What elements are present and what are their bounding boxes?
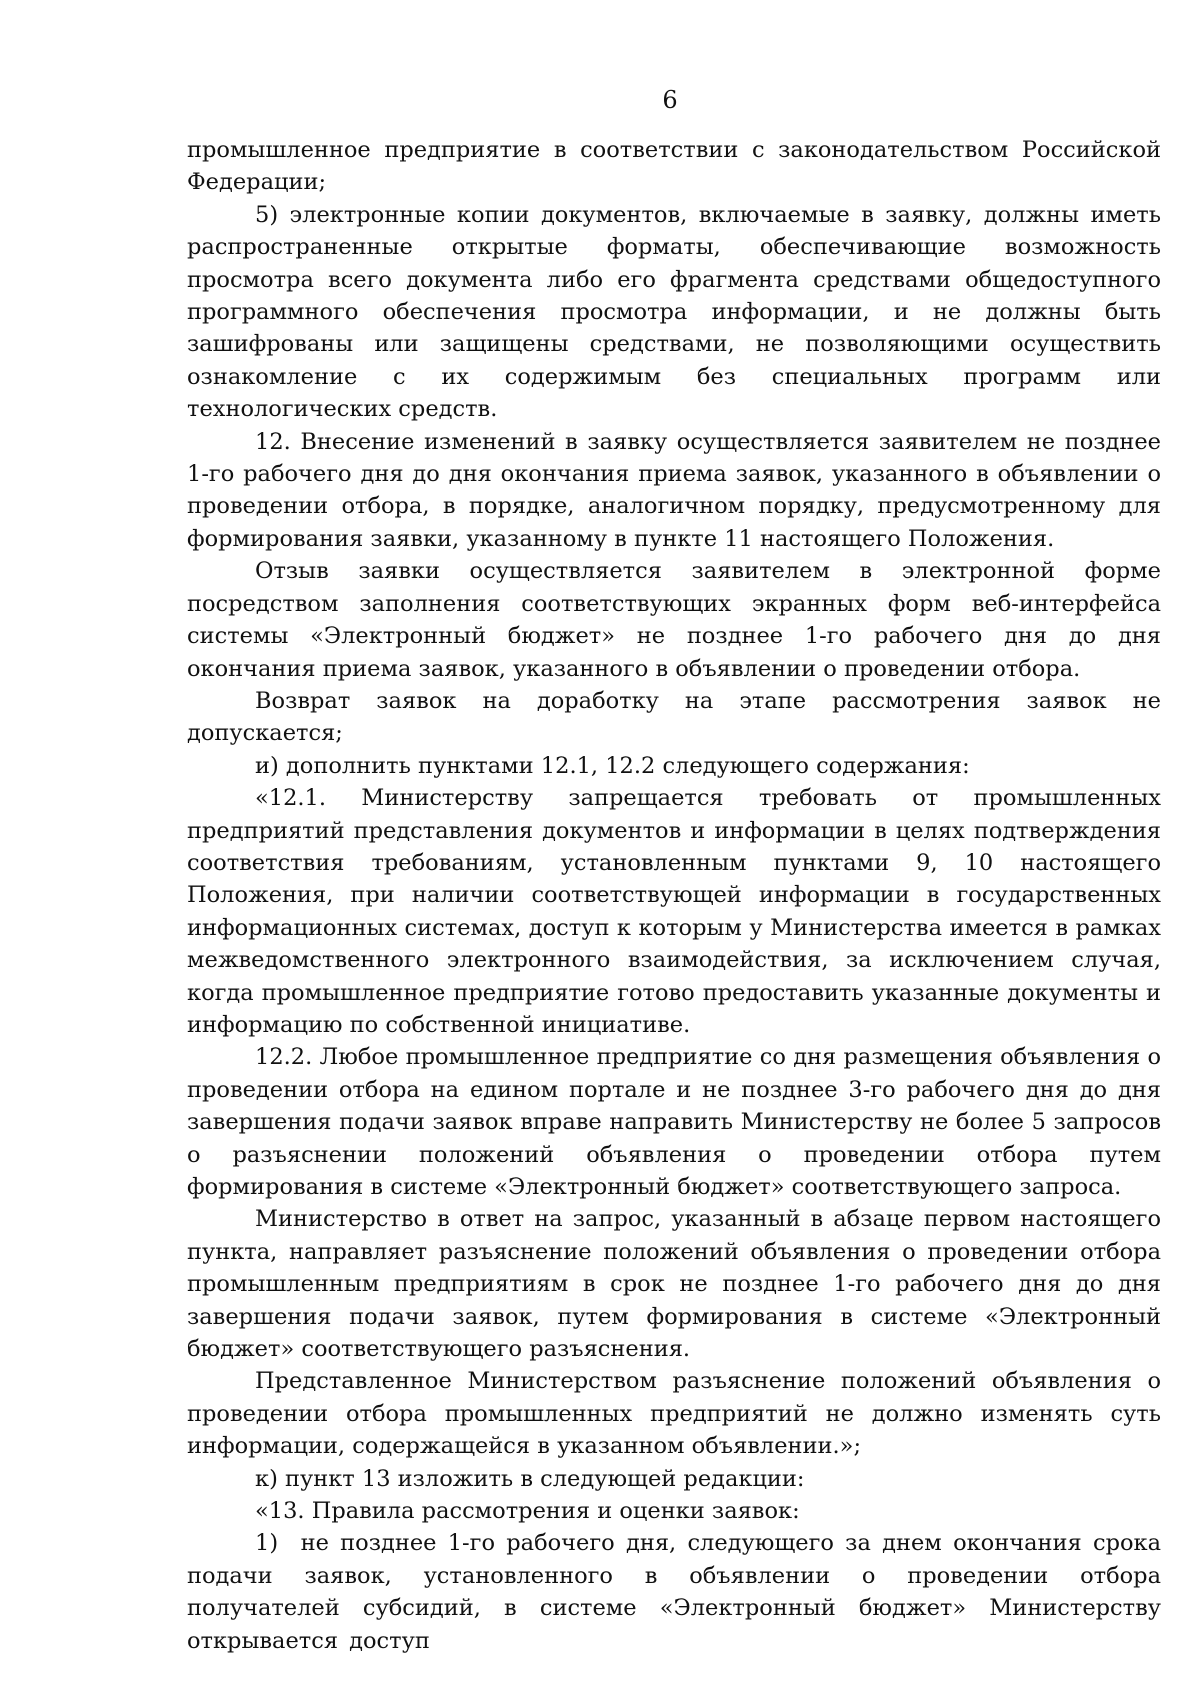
paragraph: Возврат заявок на доработку на этапе рассмотрения заявок не допускается; — [187, 687, 1161, 747]
paragraph: 12. Внесение изменений в заявку осуществляется заявителем не позднее 1-го рабочего дня до дня окончания приема заявок, указанного в объявлении о проведении отбора, в порядке, аналогичном порядку, предусмотренному для формирования заявки, указанному в пункте 11 настоящего Положения. — [187, 428, 1161, 552]
document-body — [187, 134, 1161, 1657]
paragraph: Отзыв заявки осуществляется заявителем в электронной форме посредством заполнения соответствующих экранных форм веб-интерфейса системы «Электронный бюджет» не позднее 1-го рабочего дня до дня окончания приема заявок, указанного в объявлении о проведении отбора. — [187, 558, 1161, 682]
paragraph: «13. Правила рассмотрения и оценки заявок: — [255, 1498, 800, 1525]
paragraph: Министерство в ответ на запрос, указанный в абзаце первом настоящего пункта, направляет разъяснение положений объявления о проведении отбора промышленным предприятиям в срок не позднее 1-го рабочего дня до дня завершения подачи заявок, путем формирования в системе «Электронный бюджет» соответствующего разъяснения. — [187, 1206, 1161, 1363]
paragraph: «12.1. Министерству запрещается требовать от промышленных предприятий представления документов и информации в целях подтверждения соответствия требованиям, установленным пунктами 9, 10 настоящего Положения, при наличии соответствующей информации в государственных информационных системах, доступ к которым у Министерства имеется в рамках межведомственного электронного взаимодействия, за исключением случая, когда промышленное предприятие готово предоставить указанные документы и информацию по собственной инициативе. — [187, 785, 1161, 1038]
paragraph: Представленное Министерством разъяснение положений объявления о проведении отбора промышленных предприятий не должно изменять суть информации, содержащейся в указанном объявлении.»; — [187, 1368, 1161, 1460]
paragraph: 12.2. Любое промышленное предприятие со дня размещения объявления о проведении отбора на едином портале и не позднее 3-го рабочего дня до дня завершения подачи заявок вправе направить Министерству не более 5 запросов о разъяснении положений объявления о проведении отбора путем формирования в системе «Электронный бюджет» соответствующего запроса. — [187, 1044, 1161, 1200]
page-number: 6 — [662, 86, 678, 114]
paragraph: 1) не позднее 1-го рабочего дня, следующего за днем окончания срока подачи заявок, установленного в объявлении о проведении отбора получателей субсидий, в системе «Электронный бюджет» Министерству открывается доступ — [187, 1530, 1161, 1654]
paragraph: промышленное предприятие в соответствии с законодательством Российской Федерации; — [187, 137, 1161, 196]
paragraph: 5) электронные копии документов, включаемые в заявку, должны иметь распространенные открытые форматы, обеспечивающие возможность просмотра всего документа либо его фрагмента средствами общедоступного программного обеспечения просмотра информации, и не должны быть зашифрованы или защищены средствами, не позволяющими осуществить ознакомление с их содержимым без специальных программ или технологических средств. — [187, 201, 1161, 423]
paragraph: и) дополнить пунктами 12.1, 12.2 следующего содержания: — [255, 752, 970, 779]
paragraph: к) пункт 13 изложить в следующей редакции: — [255, 1465, 805, 1492]
